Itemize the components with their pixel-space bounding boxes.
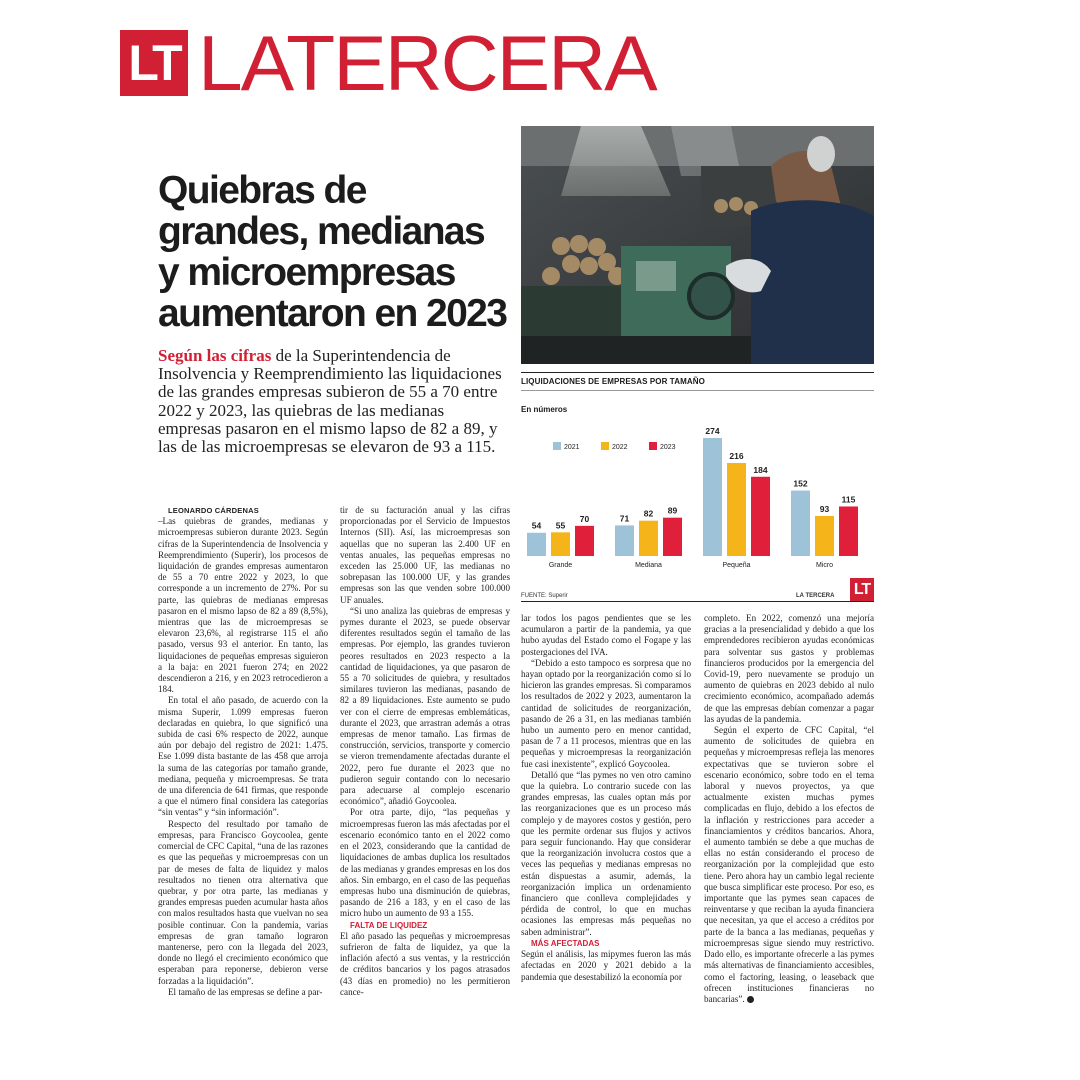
legend-swatch-2021	[553, 442, 561, 450]
category-label-Mediana: Mediana	[635, 562, 662, 569]
article-lead	[158, 347, 503, 456]
chart-logo: LT	[850, 578, 874, 602]
data-label-Grande-2022: 55	[555, 520, 566, 531]
bar-Micro-2021	[791, 491, 810, 556]
bar-Grande-2021	[527, 533, 546, 556]
chart-brand: LA TERCERA	[796, 593, 835, 599]
bar-Micro-2022	[815, 516, 834, 556]
bar-Mediana-2022	[639, 521, 658, 556]
article-photo	[521, 126, 874, 364]
article-headline: Quiebras de grandes, medianas y microempresas aumentaron en 2023	[158, 169, 507, 335]
legend-swatch-2022	[601, 442, 609, 450]
legend-swatch-2023	[649, 442, 657, 450]
paragraph: Según el análisis, las mipymes fueron las más afectadas en 2020 y 2021 debido a la pandemia que desestabilizó la economía por	[521, 949, 691, 982]
category-label-Grande: Grande	[548, 562, 573, 569]
paragraph-text: Según el experto de CFC Capital, “el aumento de solicitudes de quiebra en pequeñas y microempresas refleja las menores expectativas que se tuvieron sobre el escenario económico, sobre todo en el tema laboral y nuevos proyectos, ya que actualmente existen muchas pymes complicadas en flujo, debido a los efectos de la inflación y restricciones para acceder a financiamientos y créditos bancarios. Ahora, el aumento también se debe a que muchas de ellas no están considerando el proceso de reorganización por la complejidad que esto tiene. Pero ahora hay un cambio legal reciente que busca simplificar este proceso. Por eso, es importante que las pymes sean capaces de reinventarse y que reciban la ayuda financiera que necesitan, ya que el acceso a créditos por parte de la banca a las medianas, pequeñas y microempresas sigue siendo muy restrictivo. Dado ello, es importante ofrecerle a las pymes más alternativas de financiamiento accesibles, como el factoring, leasing, o leaseback que ofrecen instituciones financieras no bancarias”.	[704, 725, 874, 1004]
chart-rule-mid	[521, 390, 874, 391]
paragraph: lar todos los pagos pendientes que se les acumularon a partir de la pandemia, ya que hubo ayudas del Estado como el Fogape y las postergaciones del IVA.	[521, 613, 691, 657]
paragraph: El año pasado las pequeñas y microempresas sufrieron de falta de liquidez, ya que la inflación afectó a sus ventas, y la restricción de créditos bancarios y los pagos atrasados (43 días en promedio) no les permitieron cance-	[340, 930, 510, 997]
article-column-3	[521, 613, 691, 983]
article-column-2	[340, 505, 510, 998]
chart-subtitle: En números	[521, 405, 568, 414]
article-column-4	[704, 613, 874, 1005]
paragraph: Por otra parte, dijo, “las pequeñas y microempresas fueron las más afectadas por el escenario económico tanto en el 2022 como en el 2023, considerando que la cantidad de liquidaciones de ambas duplica los resultados de las medianas y grandes empresas en los dos años. Sin embargo, en el caso de las pequeñas empresas hubo una disminución de quiebras, pasando de 216 a 183, y en el caso de las micro hubo un aumento de 93 a 155.	[340, 807, 510, 919]
bar-Mediana-2021	[615, 525, 634, 556]
bar-Pequeña-2021	[703, 438, 722, 556]
data-label-Mediana-2023: 89	[667, 505, 678, 516]
subhead-mas-afectadas: MÁS AFECTADAS	[531, 938, 600, 948]
bar-chart	[521, 420, 874, 580]
data-label-Micro-2023: 115	[841, 494, 856, 505]
category-label-Micro: Micro	[815, 562, 834, 569]
paragraph: –Las quiebras de grandes, medianas y microempresas subieron durante 2023. Según cifras de la Superintendencia de Insolvencia y Reemprendimiento (Superir), los procesos de liquidación de grandes empresas aumentaron de 55 a 70 entre 2022 y 2023, lo que corresponde a un incremento de 27%. Por su parte, las quiebras de medianas empresas pasaron en el mismo lapso de 82 a 89 (8,5%), mientras que las de microempresas se elevaron 23,6%, al registrarse 115 el año pasado, versus 93 el anterior. En tanto, las liquidaciones de pequeñas empresas siguieron a la baja: en 2021 fueron 274; en 2022 descendieron a 216, y en 2023 retrocedieron a 184.	[158, 516, 328, 695]
data-label-Mediana-2021: 71	[619, 513, 630, 524]
paragraph: El tamaño de las empresas se define a par-	[168, 986, 323, 997]
masthead	[120, 19, 656, 107]
paragraph: “Si uno analiza las quiebras de empresas y pymes durante el 2023, se puede observar diferentes resultados según el tamaño de las empresas. Por ejemplo, las grandes tuvieron peores resultados en 2023 respecto a la cantidad de liquidaciones, ya que pasaron de 55 a 70 solicitudes de quiebra, y resultados similares tuvieron las medianas, pasando de 82 a 89 liquidaciones. Este aumento se pudo ver con el cierre de empresas emblemáticas, durante el 2023, que arrastran además a otras empresas de menor tamaño. Las firmas de construcción, servicios, transporte y comercio se vieron tremendamente afectadas durante el 2022, pero fue durante el 2023 que no pudieron seguir contando con lo necesario para adecuarse al complejo escenario económico”, añadió Goycoolea.	[340, 605, 510, 807]
chart-title: LIQUIDACIONES DE EMPRESAS POR TAMAÑO	[521, 377, 705, 386]
chart-rule-top	[521, 372, 874, 373]
byline: LEONARDO CÁRDENAS	[168, 506, 259, 515]
bar-Pequeña-2023	[751, 477, 770, 556]
data-label-Pequeña-2021: 274	[705, 426, 720, 436]
bar-Micro-2023	[839, 506, 858, 556]
chart-source: FUENTE: Superir	[521, 593, 568, 599]
paragraph: Detalló que “las pymes no ven otro camino que la quiebra. Lo contrario sucede con las grandes empresas, las cuales optan más por las reorganizaciones que es un proceso más complejo y de mayores costos y gestión, pero que les permite ordenar sus flujos y activos para seguir funcionando. Hay que considerar que la reorganización involucra costos que a veces las pequeñas y medianas empresas no están dispuestas a asumir, además, la reorganización implica un ordenamiento financiero que conlleva complejidades y pérdida de control, lo que en muchas ocasiones las empresas más pequeñas no saben administrar”.	[521, 769, 691, 937]
bar-Pequeña-2022	[727, 463, 746, 556]
paragraph: En total el año pasado, de acuerdo con la misma Superir, 1.099 empresas fueron declaradas en quiebra, lo que significó una subida de casi 6% respecto de 2022, aunque aún por debajo del registro de 2021: 1.475. Ese 1.099 dista bastante de las 458 que arroja la suma de las categorías por tamaño grande, mediana, pequeña y microempresas. Se trata de una diferencia de 641 firmas, que responde a que el número final considera las categorías “sin ventas” y “sin información”.	[158, 695, 328, 818]
end-mark-icon	[747, 996, 754, 1003]
paragraph: “Debido a esto tampoco es sorpresa que no hayan optado por la reorganización como sí lo hicieron las grandes empresas. Si comparamos los resultados de 2022 y 2023, aumentaron la cantidad de solicitudes de reorganización, pasando de 26 a 31, en las medianas también hubo un aumento pero en menor cantidad, pasan de 7 a 11 procesos, mientras que en las pequeñas y microempresas la reorganización fue casi inexistente”, explicó Goycoolea.	[521, 657, 691, 769]
paragraph: tir de su facturación anual y las cifras proporcionadas por el Servicio de Impuestos Internos (SII). Así, las microempresas son aquellas que no superan las 2.400 UF en ventas anuales, las pequeñas empresas no exceden las 25.000 UF, las medianas no sobrepasan las 100.000 UF, y las grandes empresas son las que venden sobre 100.000 UF anuales.	[340, 505, 510, 605]
paragraph: Respecto del resultado por tamaño de empresas, para Francisco Goycoolea, gente comercial de CFC Capital, “una de las razones es que las pequeñas y microempresas con un par de meses de falta de liquidez y malos resultados no tienen otra alternativa que quebrar, y por otra parte, las medianas y grandes empresas pueden acumular hasta años con malos resultados hasta que vuelvan no sea posible continuar. Con la pandemia, varias empresas de gran tamaño lograron mantenerse, pero con la llegada del 2023, donde no llegó el crecimiento económico que esperaban para reponerse, debieron verse forzadas a la liquidación”.	[158, 818, 328, 986]
data-label-Grande-2021: 54	[531, 520, 542, 531]
lead-text: de la Superintendencia de Insolvencia y Reemprendimiento las liquidaciones de las grandes empresas subieron de 55 a 70 entre 2022 y 2023, las quiebras de las medianas empresas pasaron en el mismo lapso de 82 a 89, y las de las microempresas se elevaron de 93 a 115.	[158, 346, 502, 457]
lead-kicker: Según las cifras	[158, 346, 272, 365]
article-column-1	[158, 505, 328, 998]
category-label-Pequeña: Pequeña	[722, 562, 751, 569]
masthead-name: LATERCERA	[198, 19, 656, 107]
masthead-logo: LT	[120, 30, 188, 96]
data-label-Grande-2023: 70	[579, 513, 590, 524]
factory-worker-image	[521, 126, 874, 364]
bar-Grande-2022	[551, 532, 570, 556]
data-label-Pequeña-2022: 216	[729, 450, 744, 461]
legend-label-2023: 2023	[660, 444, 676, 451]
data-label-Pequeña-2023: 184	[753, 464, 768, 475]
data-label-Mediana-2022: 82	[643, 508, 654, 519]
bar-Mediana-2023	[663, 518, 682, 556]
legend-label-2021: 2021	[564, 444, 580, 451]
data-label-Micro-2022: 93	[819, 503, 830, 514]
data-label-Micro-2021: 152	[793, 478, 808, 489]
legend-label-2022: 2022	[612, 444, 628, 451]
chart-rule-bottom	[521, 601, 874, 602]
bar-Grande-2023	[575, 526, 594, 556]
subhead-falta-de-liquidez: FALTA DE LIQUIDEZ	[350, 920, 428, 930]
paragraph	[704, 725, 874, 1005]
paragraph: completo. En 2022, comenzó una mejoría gracias a la presencialidad y debido a que los emprendedores recibieron ayudas económicas para solventar sus gastos y problemas financieros producidos por la emergencia del Covid-19, pero nuevamente se produjo un aumento de quiebras en 2023 debido al nulo crecimiento económico, acompañado además de que las empresas debían comenzar a pagar las ayudas de la pandemia.	[704, 613, 874, 724]
